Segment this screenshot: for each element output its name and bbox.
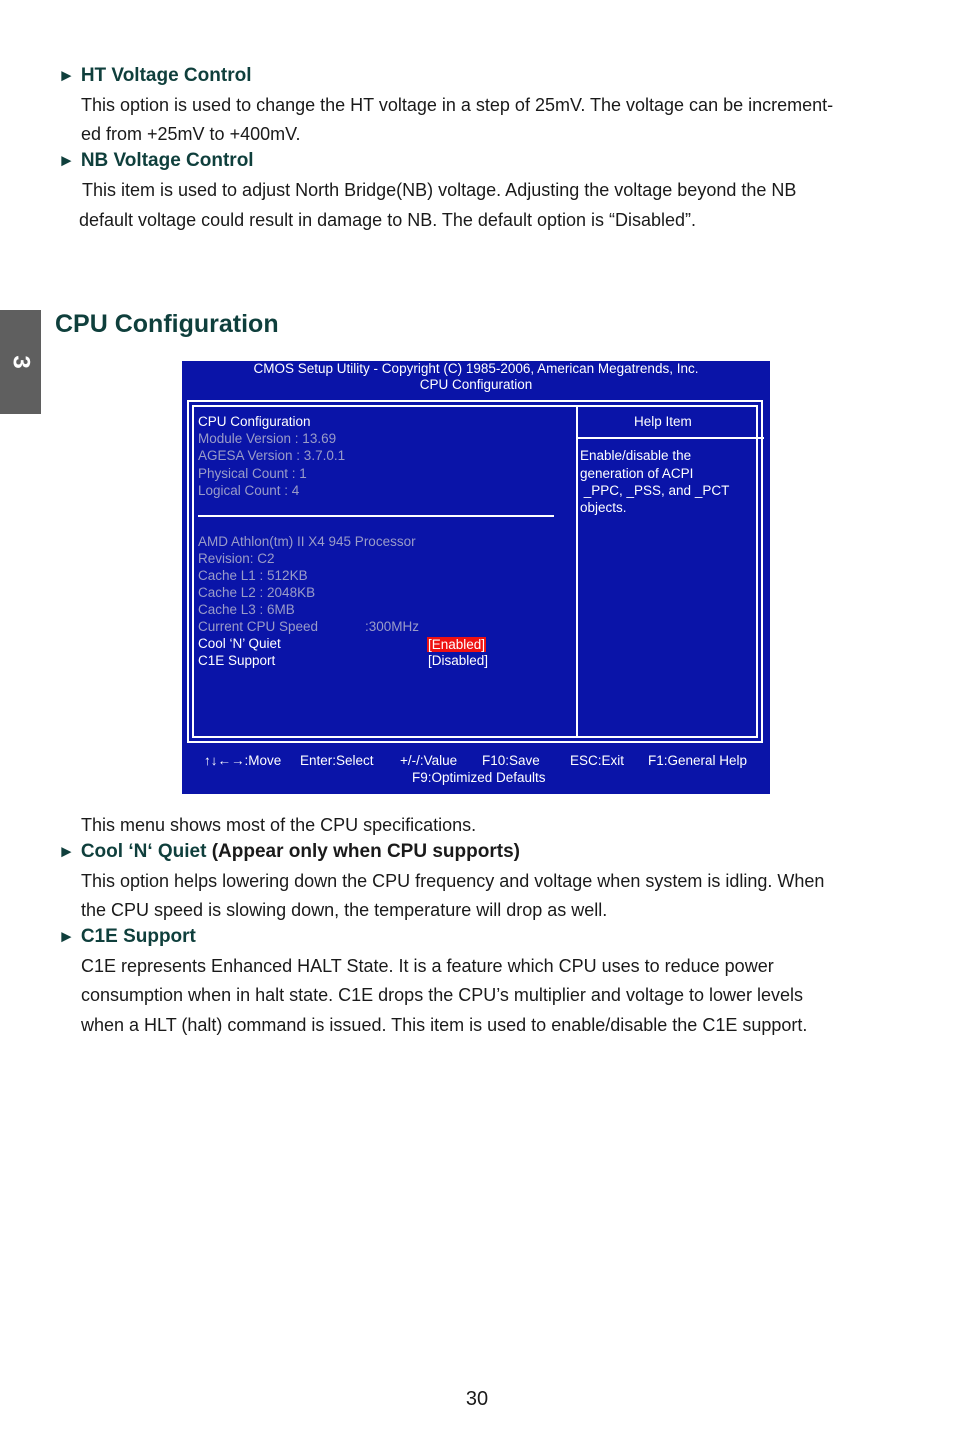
cool-n-quiet-line-1: This option helps lowering down the CPU frequency and voltage when system is idling. When (81, 871, 825, 891)
cache-l1: Cache L1 : 512KB (198, 568, 308, 583)
bios-screenshot (182, 361, 770, 794)
bios-separator (198, 515, 554, 517)
processor-name: AMD Athlon(tm) II X4 945 Processor (198, 534, 416, 549)
cool-n-quiet-value[interactable]: [Enabled] (428, 637, 486, 652)
cool-n-quiet-label[interactable]: Cool ‘N’ Quiet (198, 636, 281, 651)
c1e-support-label[interactable]: C1E Support (198, 653, 276, 668)
c1e-line-1: C1E represents Enhanced HALT State. It is a feature which CPU uses to reduce power (81, 956, 774, 976)
help-title: Help Item (634, 414, 692, 429)
agesa-version: AGESA Version : 3.7.0.1 (198, 448, 346, 463)
nb-voltage-line-1: This item is used to adjust North Bridge(NB) voltage. Adjusting the voltage beyond the NB (82, 180, 797, 200)
page-number: 30 (465, 1388, 489, 1410)
arrow-right-icon: ► (58, 842, 75, 861)
arrow-right-icon: ► (58, 66, 75, 85)
cache-l3: Cache L3 : 6MB (198, 602, 295, 617)
chapter-tab (0, 310, 41, 414)
help-line-1: Enable/disable the (580, 448, 692, 463)
footer-move: ↑↓←→:Move (204, 753, 282, 768)
logical-count: Logical Count : 4 (198, 483, 300, 498)
c1e-line-3: when a HLT (halt) command is issued. This item is used to enable/disable the C1E support. (81, 1015, 808, 1035)
bios-header-line-2: CPU Configuration (419, 377, 533, 392)
bios-panel-title: CPU Configuration (198, 414, 311, 429)
nb-voltage-heading: ► NB Voltage Control (58, 150, 254, 171)
help-line-3: _PPC, _PSS, and _PCT (580, 483, 730, 498)
footer-defaults: F9:Optimized Defaults (412, 770, 546, 785)
footer-exit: ESC:Exit (570, 753, 625, 768)
bios-header-line-1: CMOS Setup Utility - Copyright (C) 1985-2006, American Megatrends, Inc. (253, 361, 699, 376)
chapter-number: 3 (7, 355, 35, 369)
cool-n-quiet-heading: ► Cool ‘N‘ Quiet (Appear only when CPU supports) (58, 841, 520, 862)
physical-count: Physical Count : 1 (198, 466, 307, 481)
ht-voltage-line-2: ed from +25mV to +400mV. (81, 124, 301, 144)
cool-n-quiet-line-2: the CPU speed is slowing down, the temperature will drop as well. (81, 900, 608, 920)
ht-voltage-heading: ► HT Voltage Control (58, 65, 252, 86)
arrow-right-icon: ► (58, 151, 75, 170)
ht-voltage-line-1: This option is used to change the HT voltage in a step of 25mV. The voltage can be increment- (81, 95, 834, 115)
menu-caption: This menu shows most of the CPU specifications. (81, 815, 477, 835)
cpu-speed-value: :300MHz (365, 619, 420, 634)
c1e-support-value[interactable]: [Disabled] (428, 653, 489, 668)
c1e-heading: ► C1E Support (58, 926, 196, 947)
footer-enter: Enter:Select (300, 753, 374, 768)
help-line-4: objects. (580, 500, 627, 515)
module-version: Module Version : 13.69 (198, 431, 337, 446)
footer-help: F1:General Help (648, 753, 748, 768)
help-line-2: generation of ACPI (580, 466, 694, 481)
bios-frame (187, 400, 763, 743)
revision: Revision: C2 (198, 551, 275, 566)
footer-value: +/-/:Value (400, 753, 458, 768)
bios-inner-frame (192, 405, 758, 738)
nb-voltage-line-2: default voltage could result in damage to NB. The default option is “Disabled”. (79, 210, 697, 230)
cache-l2: Cache L2 : 2048KB (198, 585, 316, 600)
section-title: CPU Configuration (55, 310, 279, 338)
arrow-right-icon: ► (58, 927, 75, 946)
cpu-speed-label: Current CPU Speed (198, 619, 319, 634)
c1e-line-2: consumption when in halt state. C1E drops the CPU’s multiplier and voltage to lower levels (81, 985, 804, 1005)
bios-panel-divider (576, 407, 578, 736)
help-separator (578, 437, 764, 439)
footer-save: F10:Save (482, 753, 540, 768)
